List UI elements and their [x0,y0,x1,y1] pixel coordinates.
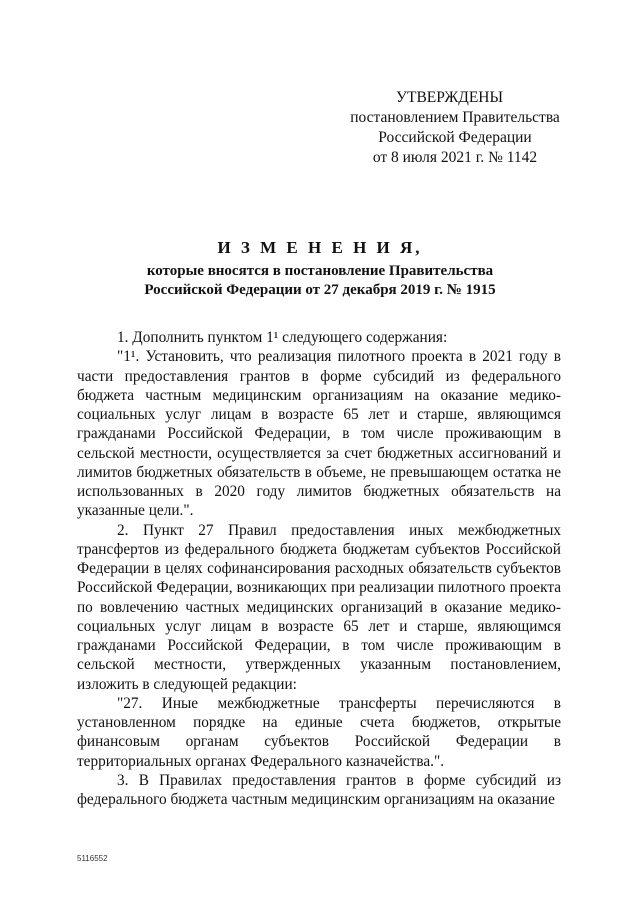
approval-heading: УТВЕРЖДЕНЫ [396,89,503,106]
document-subtitle-line-1: которые вносятся в постановление Правительства [146,263,494,279]
approval-line-3: от 8 июля 2021 г. № 1142 [372,149,538,166]
paragraph-27-text: "27. Иные межбюджетные трансферты перечисляются в установленном порядке на единые счета бюджетов, открытые финансовым органам субъектов Российской Федерации в территориальных органах Федерального казначейства.". [77,694,561,770]
document-body [77,328,561,809]
paragraph-3: 3. В Правилах предоставления грантов в форме субсидий из федерального бюджета частным медицинским организациям на оказание [77,771,561,808]
document-title: И З М Е Н Е Н И Я, [217,238,423,257]
document-id: 5116552 [77,854,108,863]
approval-block [345,88,565,168]
approval-line-1: постановлением Правительства [350,109,560,126]
paragraph-1: 1. Дополнить пунктом 1¹ следующего содержания: [117,329,448,346]
approval-line-2: Российской Федерации [378,129,532,146]
paragraph-1-1-text: "1¹. Установить, что реализация пилотного проекта в 2021 году в части предоставления грантов в форме субсидий из федерального бюджета частным медицинским организациям на оказание медико-социальных услуг лицам в возрасте 65 лет и старше, являющимся гражданами Российской Федерации, в том числе проживающим в сельской местности, осуществляется за счет бюджетных ассигнований и лимитов бюджетных обязательств в объеме, не превышающем остатка не использованных в 2020 году лимитов бюджетных обязательств на указанные цели.". [77,348,561,520]
paragraph-2: 2. Пункт 27 Правил предоставления иных межбюджетных трансфертов из федерального бюджета бюджетам субъектов Российской Федерации в целях софинансирования расходных обязательств субъектов Российской Федерации, возникающих при реализации пилотного проекта по вовлечению частных медицинских организаций в оказание медико-социальных услуг лицам в возрасте 65 лет и старше, являющимся гражданами Российской Федерации, в том числе проживающим в сельской местности, утвержденных указанным постановлением, изложить в следующей редакции: [77,521,561,693]
document-subtitle-line-2: Российской Федерации от 27 декабря 2019 г. № 1915 [144,282,496,298]
